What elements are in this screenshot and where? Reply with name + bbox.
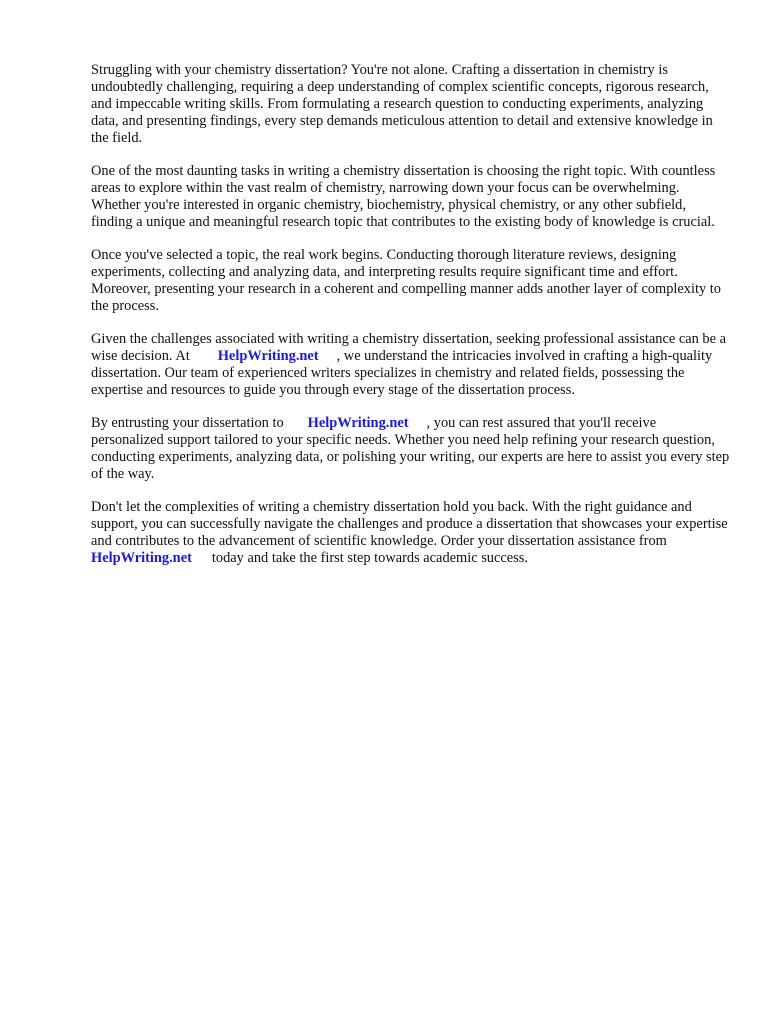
paragraph-closing-tail: today and take the first step towards academic success.: [211, 550, 528, 566]
paragraph-closing-lead: Don't let the complexities of writing a chemistry dissertation hold you back. With the right guidance and support, you can successfully navigate the challenges and produce a dissertation that showcases your expertise and contributes to the advancement of scientific knowledge. Order your dissertation assistance from: [91, 499, 728, 549]
paragraph-work: Once you've selected a topic, the real work begins. Conducting thorough literature reviews, designing experiments, collecting and analyzing data, and interpreting results require significant time and effort. Moreover, presenting your research in a coherent and compelling manner adds another layer of complexity to the process.: [91, 247, 721, 314]
paragraph-entrusting-tail: , you can rest assured that you'll receive personalized support tailored to your specific needs. Whether you need help refining your research question, conducting experiments, analyzing data, or polishing your writing, our experts are here to assist you every step of the way.: [91, 415, 730, 482]
paragraph-intro: Struggling with your chemistry dissertation? You're not alone. Crafting a dissertation in chemistry is undoubtedly challenging, requiring a deep understanding of complex scientific concepts, rigorous research, and impeccable writing skills. From formulating a research question to conducting experiments, analyzing data, and presenting findings, every step demands meticulous attention to detail and extensive knowledge in the field.: [91, 62, 713, 146]
document-body: [91, 62, 731, 583]
paragraph-assistance-tail: , we understand the intricacies involved in crafting a high-quality dissertation. Our team of experienced writers specializes in chemistry and related fields, possessing the expertise and resources to guide you through every stage of the dissertation process.: [91, 348, 713, 398]
paragraph-entrusting: [91, 415, 731, 483]
paragraph-assistance-lead: Given the challenges associated with writing a chemistry dissertation, seeking professional assistance can be a wise decision. At: [91, 331, 726, 364]
helpwriting-link-3[interactable]: HelpWriting.net: [91, 550, 192, 566]
helpwriting-link-1[interactable]: HelpWriting.net: [217, 348, 319, 364]
paragraph-entrusting-lead: By entrusting your dissertation to: [91, 415, 284, 431]
paragraph-assistance: [91, 331, 731, 399]
paragraph-closing: [91, 499, 731, 567]
helpwriting-link-2[interactable]: HelpWriting.net: [307, 415, 409, 431]
paragraph-topic: One of the most daunting tasks in writing a chemistry dissertation is choosing the right topic. With countless areas to explore within the vast realm of chemistry, narrowing down your focus can be overwhelming. Whether you're interested in organic chemistry, biochemistry, physical chemistry, or any other subfield, finding a unique and meaningful research topic that contributes to the existing body of knowledge is crucial.: [91, 163, 716, 230]
